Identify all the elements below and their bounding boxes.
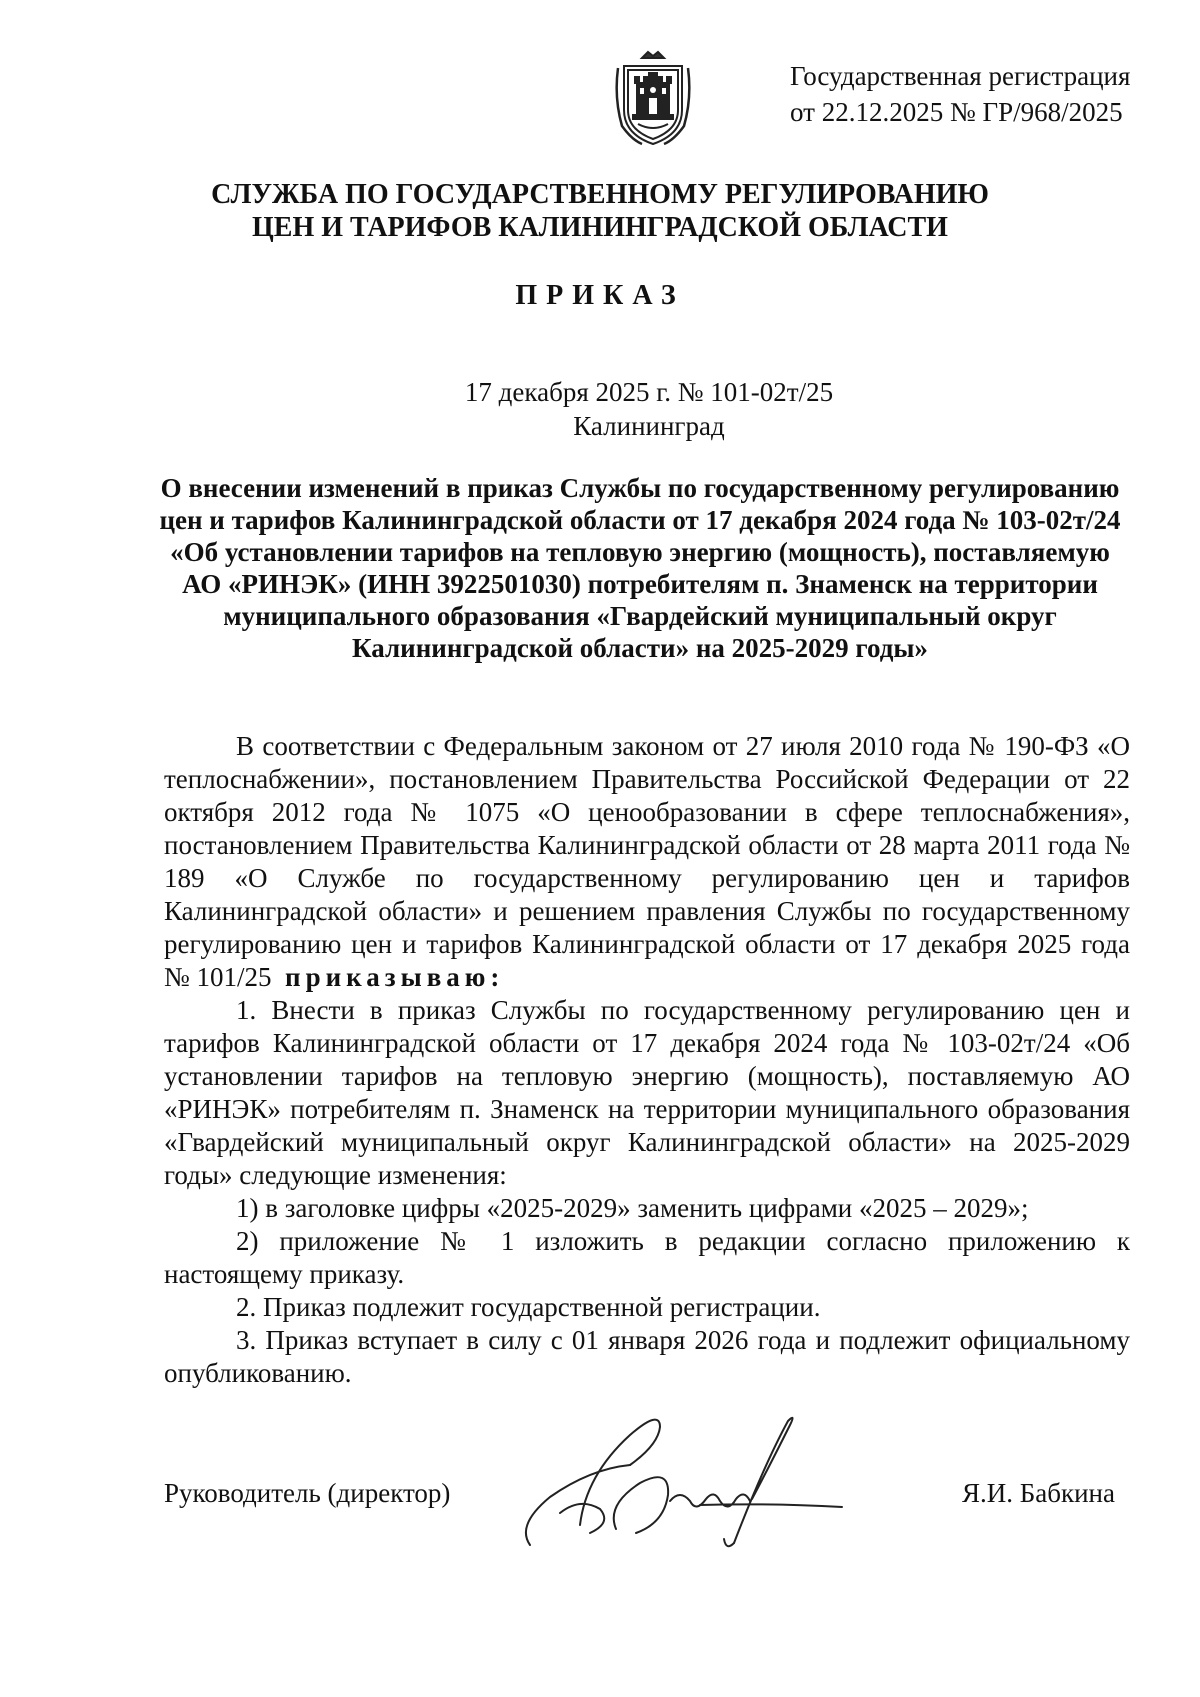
organization-name: [0, 178, 1200, 244]
handwritten-signature: [520, 1405, 860, 1555]
organization-name-line2: ЦЕН И ТАРИФОВ КАЛИНИНГРАДСКОЙ ОБЛАСТИ: [252, 212, 948, 243]
preamble-paragraph: [164, 730, 1130, 994]
document-city: Калининград: [573, 411, 725, 441]
document-type: ПРИКАЗ: [515, 280, 685, 311]
order-directive: приказываю:: [285, 962, 505, 992]
document-date-block: [0, 375, 1200, 443]
item-1-subitem-1: 1) в заголовке цифры «2025-2029» заменить цифрами «2025 – 2029»;: [236, 1193, 1029, 1223]
item-3: 3. Приказ вступает в силу с 01 января 2026 года и подлежит официальному опубликованию.: [164, 1325, 1130, 1388]
document-date-number: 17 декабря 2025 г. № 101-02т/25: [464, 377, 834, 407]
item-2: 2. Приказ подлежит государственной регистрации.: [236, 1292, 821, 1322]
document-body: [164, 730, 1130, 1390]
signatory-position: Руководитель (директор): [164, 1478, 451, 1508]
registration-stamp: [790, 58, 1130, 130]
preamble-text: В соответствии с Федеральным законом от 27 июля 2010 года № 190-ФЗ «О теплоснабжении», постановлением Правительства Российской Федерации от 22 октября 2012 года № 1075 «О ценообразовании в сфере теплоснабжения», постановлением Правительства Калининградской области от 28 марта 2011 года № 189 «О Службе по государственному регулированию цен и тарифов Калининградской области» и решением правления Службы по государственному регулированию цен и тарифов Калининградской области от 17 декабря 2025 года № 101/25: [164, 731, 1130, 992]
registration-number: от 22.12.2025 № ГР/968/2025: [790, 97, 1123, 127]
organization-name-line1: СЛУЖБА ПО ГОСУДАРСТВЕННОМУ РЕГУЛИРОВАНИЮ: [211, 179, 989, 210]
item-1: 1. Внести в приказ Службы по государственному регулированию цен и тарифов Калининградской области от 17 декабря 2024 года № 103-02т/24 «Об установлении тарифов на тепловую энергию (мощность), поставляемую АО «РИНЭК» потребителям п. Знаменск на территории муниципального образования «Гвардейский муниципальный округ Калининградской области» на 2025-2029 годы» следующие изменения:: [164, 995, 1130, 1190]
signatory-name: Я.И. Бабкина: [962, 1478, 1115, 1508]
item-1-subitem-2: 2) приложение № 1 изложить в редакции согласно приложению к настоящему приказу.: [164, 1226, 1130, 1289]
coat-of-arms-icon: [612, 48, 694, 148]
registration-label: Государственная регистрация: [790, 61, 1131, 91]
document-subject: О внесении изменений в приказ Службы по государственному регулированию цен и тарифов Калининградской области от 17 декабря 2024 года № 103-02т/24 «Об установлении тарифов на тепловую энергию (мощность), поставляемую АО «РИНЭК» (ИНН 3922501030) потребителям п. Знаменск на территории муниципального образования «Гвардейский муниципальный округ Калининградской области» на 2025-2029 годы»: [159, 473, 1121, 663]
